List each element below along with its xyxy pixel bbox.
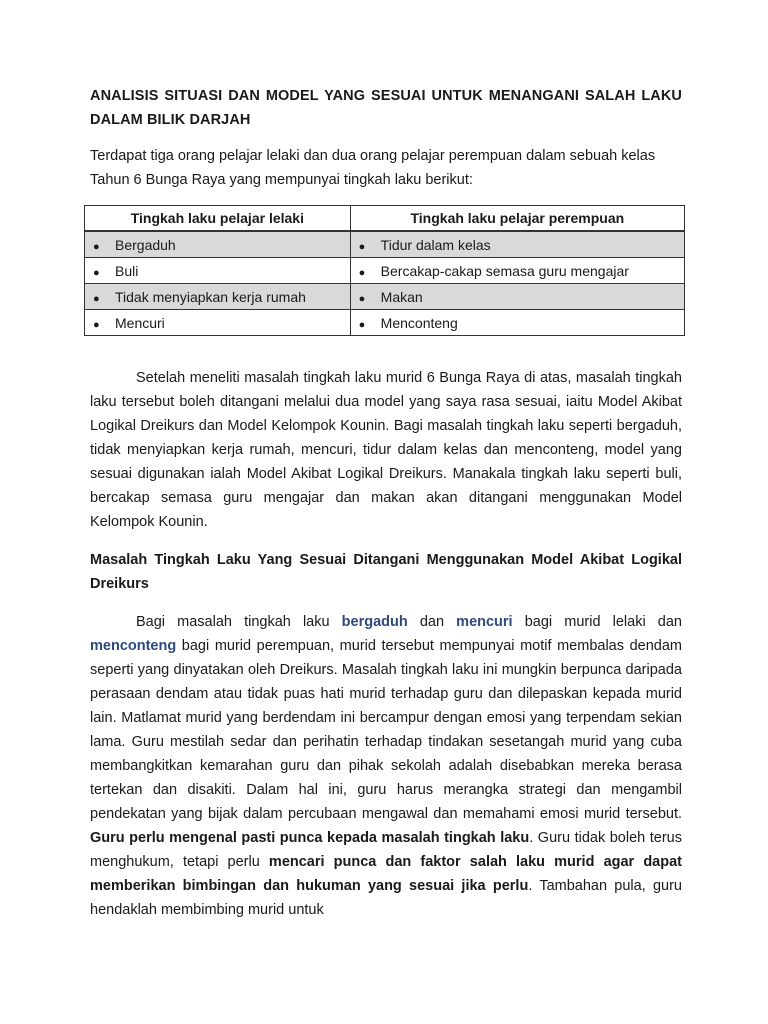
table-row	[85, 284, 685, 310]
table-cell	[350, 258, 684, 284]
paragraph-text: bagi murid lelaki dan	[512, 614, 682, 630]
bullet-icon: ●	[93, 266, 100, 279]
behaviour-table	[84, 205, 685, 336]
bullet-icon: ●	[358, 240, 366, 253]
bullet-icon: ●	[93, 318, 100, 331]
body-paragraph-1: Setelah meneliti masalah tingkah laku murid 6 Bunga Raya di atas, masalah tingkah laku tersebut boleh ditangani melalui dua model yang saya rasa sesuai, iaitu Model Akibat Logikal Dreikurs dan Model Kelompok Kounin. Bagi masalah tingkah laku seperti bergaduh, tidak menyiapkan kerja rumah, mencuri, tidur dalam kelas dan menconteng, model yang sesuai digunakan ialah Model Akibat Logikal Dreikurs. Manakala tingkah laku seperti buli, bercakap semasa guru mengajar dan makan akan ditangani menggunakan Model Kelompok Kounin.	[90, 370, 682, 530]
table-row	[85, 231, 685, 258]
cell-text: Bercakap-cakap semasa guru mengajar	[380, 262, 629, 279]
table-cell	[85, 284, 351, 310]
document-title: ANALISIS SITUASI DAN MODEL YANG SESUAI UNTUK MENANGANI SALAH LAKU DALAM BILIK DARJAH	[90, 88, 682, 128]
bullet-icon: ●	[358, 266, 366, 279]
cell-text: Tidak menyiapkan kerja rumah	[115, 288, 306, 305]
table-cell	[350, 284, 684, 310]
highlighted-term-mencuri: mencuri	[456, 614, 513, 630]
intro-paragraph: Terdapat tiga orang pelajar lelaki dan dua orang pelajar perempuan dalam sebuah kelas Tahun 6 Bunga Raya yang mempunyai tingkah laku berikut:	[90, 148, 656, 188]
table-cell	[350, 310, 684, 336]
paragraph-text: Bagi masalah tingkah laku	[136, 614, 342, 630]
section-heading: Masalah Tingkah Laku Yang Sesuai Ditangani Menggunakan Model Akibat Logikal Dreikurs	[90, 552, 682, 592]
paragraph-text: . Guru tidak boleh terus menghukum, tetapi perlu	[90, 830, 682, 870]
table-cell	[85, 258, 351, 284]
table-row	[85, 258, 685, 284]
document-page	[90, 84, 682, 922]
paragraph-text: bagi murid perempuan, murid tersebut mempunyai motif membalas dendam seperti yang dinyatakan oleh Dreikurs. Masalah tingkah laku ini mungkin berpunca daripada perasaan dendam atau tidak puas hati murid terhadap guru dan dilepaskan kepada murid lain. Matlamat murid yang berdendam ini bercampur dengan emosi yang terpendam sekian lama. Guru mestilah sedar dan perihatin terhadap tindakan sesetangah murid yang cuba membangkitkan kemarahan guru dan pihak sekolah adalah disebabkan mereka berasa tertekan dan disakiti. Dalam hal ini, guru harus merangka strategi dan mengambil pendekatan yang bijak dalam percubaan mengawal dan memahami emosi murid tersebut.	[90, 638, 682, 822]
table-cell	[85, 310, 351, 336]
cell-text: Buli	[115, 262, 139, 279]
table-cell	[85, 231, 351, 258]
cell-text: Bergaduh	[115, 236, 176, 253]
bold-phrase: mencari punca dan faktor salah laku murid agar dapat memberikan bimbingan dan hukuman yang sesuai jika perlu	[90, 854, 682, 894]
table-cell	[350, 231, 684, 258]
bold-phrase: Guru perlu mengenal pasti punca kepada masalah tingkah laku	[90, 830, 530, 846]
column-header-girls: Tingkah laku pelajar perempuan	[350, 206, 684, 232]
highlighted-term-bergaduh: bergaduh	[341, 614, 408, 630]
cell-text: Makan	[380, 288, 423, 305]
table-header-row	[85, 206, 685, 232]
cell-text: Tidur dalam kelas	[380, 236, 491, 253]
body-paragraph-2	[90, 610, 682, 922]
table-row	[85, 310, 685, 336]
column-header-boys: Tingkah laku pelajar lelaki	[85, 206, 351, 232]
bullet-icon: ●	[358, 318, 366, 331]
cell-text: Menconteng	[380, 314, 458, 331]
bullet-icon: ●	[358, 292, 366, 305]
paragraph-text: . Tambahan pula, guru hendaklah membimbing murid untuk	[90, 878, 682, 918]
cell-text: Mencuri	[115, 314, 165, 331]
bullet-icon: ●	[93, 292, 100, 305]
bullet-icon: ●	[93, 240, 100, 253]
highlighted-term-menconteng: menconteng	[90, 638, 177, 654]
paragraph-text: dan	[407, 614, 457, 630]
